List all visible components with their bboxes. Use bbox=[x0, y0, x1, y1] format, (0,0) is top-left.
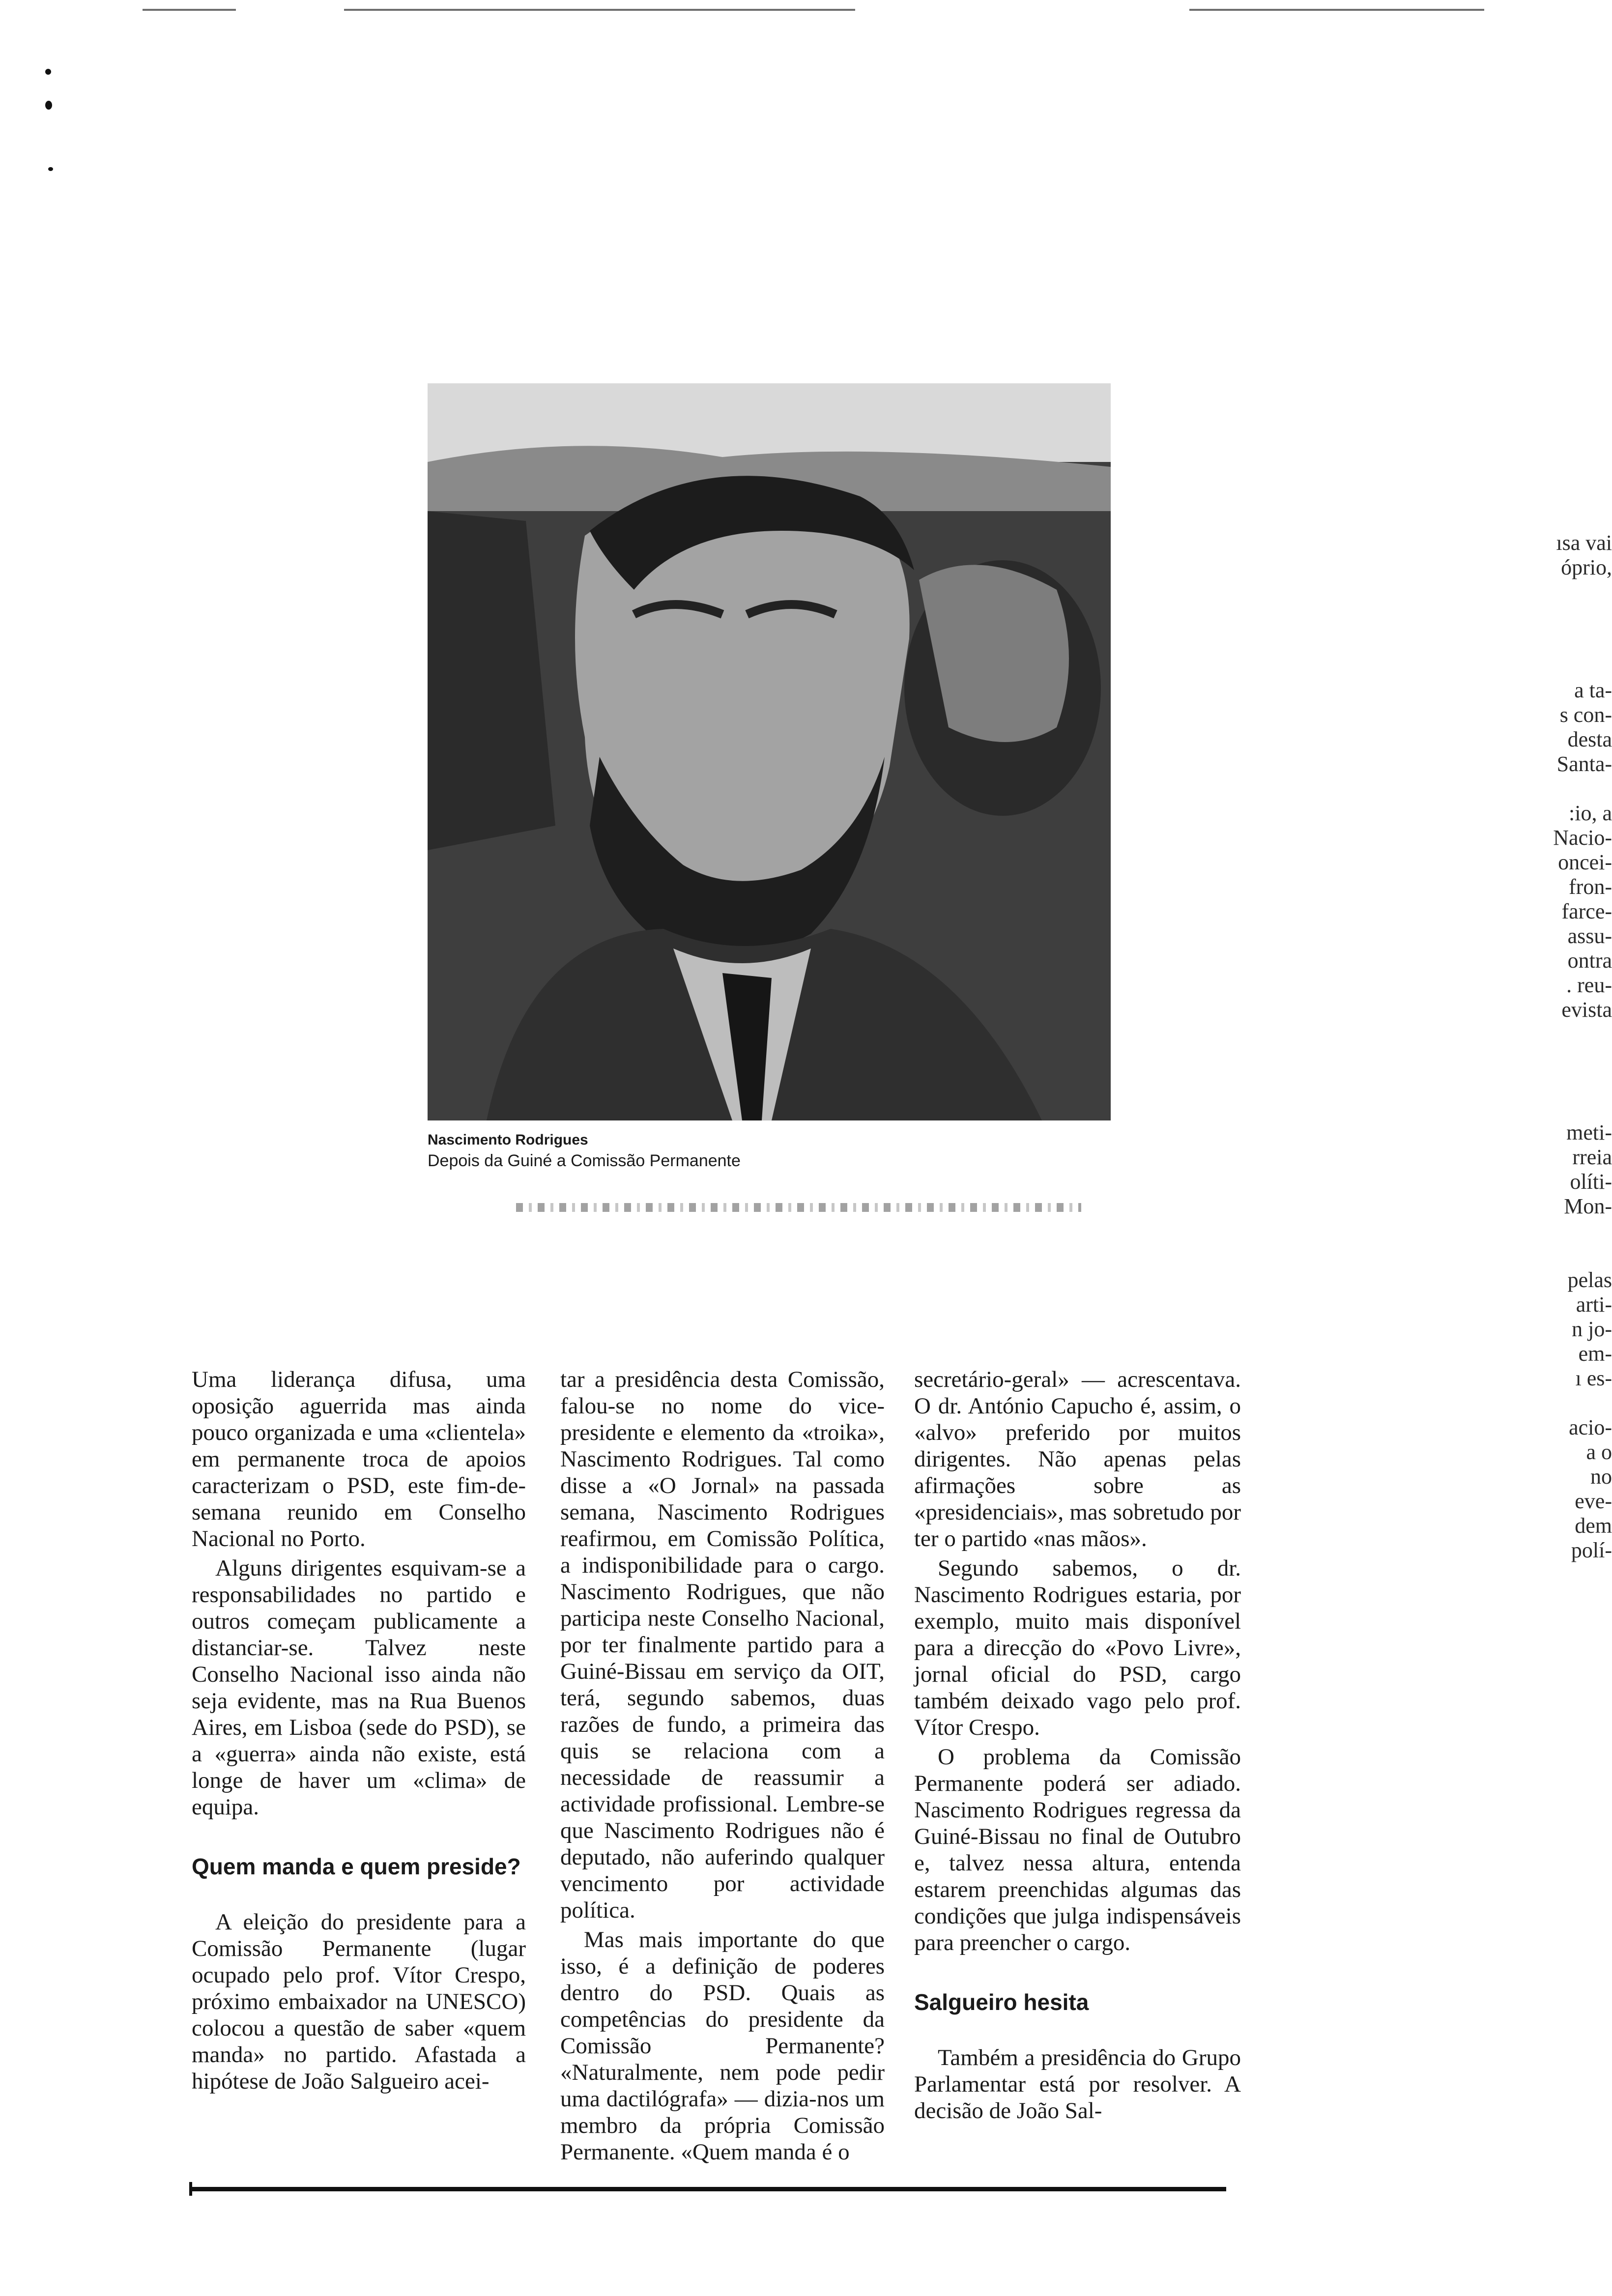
article-column-3 bbox=[914, 1366, 1241, 2124]
portrait-image bbox=[428, 383, 1111, 1120]
paragraph: A eleição do presidente para a Comissão Permanente (lugar ocupado pelo prof. Vítor Crespo, próximo embaixador na UNESCO) colocou a questão de saber «quem manda» no partido. Afastada a hipótese de João Salgueiro acei- bbox=[192, 1909, 526, 2094]
edge-fragment: olíti- bbox=[1570, 1170, 1612, 1194]
margin-speck bbox=[45, 101, 52, 110]
paragraph: Uma liderança difusa, uma oposição aguerrida mas ainda pouco organizada e uma «clientela» em permanente troca de apoios caracterizam o PSD, este fim-de-semana reunido em Conselho Nacional no Porto. bbox=[192, 1367, 526, 1551]
caption-name: Nascimento Rodrigues bbox=[428, 1132, 588, 1148]
edge-fragment bbox=[1528, 629, 1612, 654]
subheading: Quem manda e quem preside? bbox=[192, 1854, 521, 1879]
margin-speck bbox=[48, 167, 53, 171]
edge-fragment: eve- bbox=[1575, 1489, 1612, 1513]
edge-fragment bbox=[1528, 1047, 1612, 1071]
top-rule-mid bbox=[344, 9, 855, 11]
photo-caption bbox=[428, 1130, 1116, 1172]
bottom-rule bbox=[189, 2187, 1226, 2191]
margin-speck bbox=[45, 69, 51, 75]
edge-fragment bbox=[1528, 1096, 1612, 1120]
edge-fragment bbox=[1528, 580, 1612, 604]
subheading: Salgueiro hesita bbox=[914, 1989, 1089, 2015]
paragraph: Mas mais importante do que isso, é a definição de poderes dentro do PSD. Quais as competências do presidente da Comissão Permanente? «Naturalmente, nem pode pedir uma dactilógrafa» — dizia-nos um membro da própria Comissão Permanente. «Quem manda é o bbox=[560, 1927, 885, 2165]
edge-fragment: Santa- bbox=[1556, 752, 1612, 776]
edge-fragment: s con- bbox=[1559, 703, 1612, 727]
edge-fragment bbox=[1528, 654, 1612, 678]
edge-fragment: óprio, bbox=[1561, 555, 1612, 579]
portrait-photo bbox=[428, 383, 1111, 1120]
edge-fragment: Mon- bbox=[1564, 1194, 1612, 1218]
edge-fragment: rreia bbox=[1572, 1145, 1612, 1169]
edge-fragment: :io, a bbox=[1569, 801, 1612, 825]
edge-fragment: farce- bbox=[1561, 899, 1612, 923]
top-rule-right bbox=[1189, 9, 1484, 11]
edge-fragment: oncei- bbox=[1558, 850, 1612, 874]
print-noise bbox=[516, 1203, 1081, 1212]
edge-fragment: ısa vai bbox=[1556, 531, 1612, 555]
edge-fragment: arti- bbox=[1576, 1292, 1612, 1317]
edge-fragment: assu- bbox=[1567, 924, 1612, 948]
edge-fragment: ı es- bbox=[1575, 1366, 1612, 1390]
paragraph: Também a presidência do Grupo Parlamentar está por resolver. A decisão de João Sal- bbox=[914, 2045, 1241, 2124]
clipped-adjacent-column bbox=[1528, 531, 1612, 1563]
edge-fragment: polí- bbox=[1571, 1538, 1612, 1562]
edge-fragment bbox=[1528, 776, 1612, 801]
edge-fragment: em- bbox=[1578, 1342, 1612, 1366]
paragraph: Segundo sabemos, o dr. Nascimento Rodrigues estaria, por exemplo, muito mais disponível para a direcção do «Povo Livre», jornal oficial do PSD, cargo também deixado vago pelo prof. Vítor Crespo. bbox=[914, 1555, 1241, 1740]
edge-fragment: desta bbox=[1567, 727, 1612, 751]
edge-fragment: . reu- bbox=[1566, 973, 1612, 997]
edge-fragment: meti- bbox=[1566, 1120, 1612, 1145]
edge-fragment bbox=[1528, 604, 1612, 629]
article-column-1 bbox=[192, 1366, 526, 2095]
edge-fragment: n jo- bbox=[1572, 1317, 1612, 1341]
top-rule-left bbox=[143, 9, 236, 11]
edge-fragment: a o bbox=[1586, 1440, 1612, 1464]
paragraph: O problema da Comissão Permanente poderá ser adiado. Nascimento Rodrigues regressa da Guiné-Bissau no final de Outubro e, talvez nessa altura, entenda estarem preenchidas algumas das condições que julga indispensáveis para preencher o cargo. bbox=[914, 1744, 1241, 1955]
caption-text: Depois da Guiné a Comissão Permanente bbox=[428, 1151, 741, 1170]
edge-fragment bbox=[1528, 1071, 1612, 1096]
article-column-2 bbox=[560, 1366, 885, 2165]
edge-fragment: acio- bbox=[1569, 1415, 1612, 1439]
edge-fragment bbox=[1528, 1022, 1612, 1047]
edge-fragment: Nacio- bbox=[1553, 826, 1612, 850]
edge-fragment: fron- bbox=[1569, 875, 1612, 899]
edge-fragment bbox=[1528, 1391, 1612, 1415]
edge-fragment: ontra bbox=[1567, 948, 1612, 973]
edge-fragment: a ta- bbox=[1574, 678, 1612, 702]
edge-fragment: pelas bbox=[1567, 1268, 1612, 1292]
edge-fragment: evista bbox=[1561, 998, 1612, 1022]
edge-fragment bbox=[1528, 1219, 1612, 1243]
paragraph: Alguns dirigentes esquivam-se a responsabilidades no partido e outros começam publicamente a distanciar-se. Talvez neste Conselho Nacional isso ainda não seja evidente, mas na Rua Buenos Aires, em Lisboa (sede do PSD), se a «guerra» ainda não existe, está longe de haver um «clima» de equipa. bbox=[192, 1555, 526, 1820]
paragraph: tar a presidência desta Comissão, falou-se no nome do vice-presidente e elemento da «troika», Nascimento Rodrigues. Tal como disse a «O Jornal» na passada semana, Nascimento Rodrigues reafirmou, em Comissão Política, a indisponibilidade para o cargo. Nascimento Rodrigues, que não participa neste Conselho Nacional, por ter finalmente partido para a Guiné-Bissau em serviço da OIT, terá, segundo sabemos, duas razões de fundo, a primeira das quis se relaciona com a necessidade de reassumir a actividade profissional. Lembre-se que Nascimento Rodrigues não é deputado, não auferindo qualquer vencimento por actividade política. bbox=[560, 1367, 885, 1923]
paragraph: secretário-geral» — acrescentava. O dr. António Capucho é, assim, o «alvo» preferido por muitos dirigentes. Não apenas pelas afirmações sobre as «presidenciais», mas sobretudo por ter o partido «nas mãos». bbox=[914, 1367, 1241, 1551]
edge-fragment: dem bbox=[1575, 1514, 1612, 1538]
edge-fragment: no bbox=[1590, 1464, 1612, 1489]
edge-fragment bbox=[1528, 1243, 1612, 1268]
